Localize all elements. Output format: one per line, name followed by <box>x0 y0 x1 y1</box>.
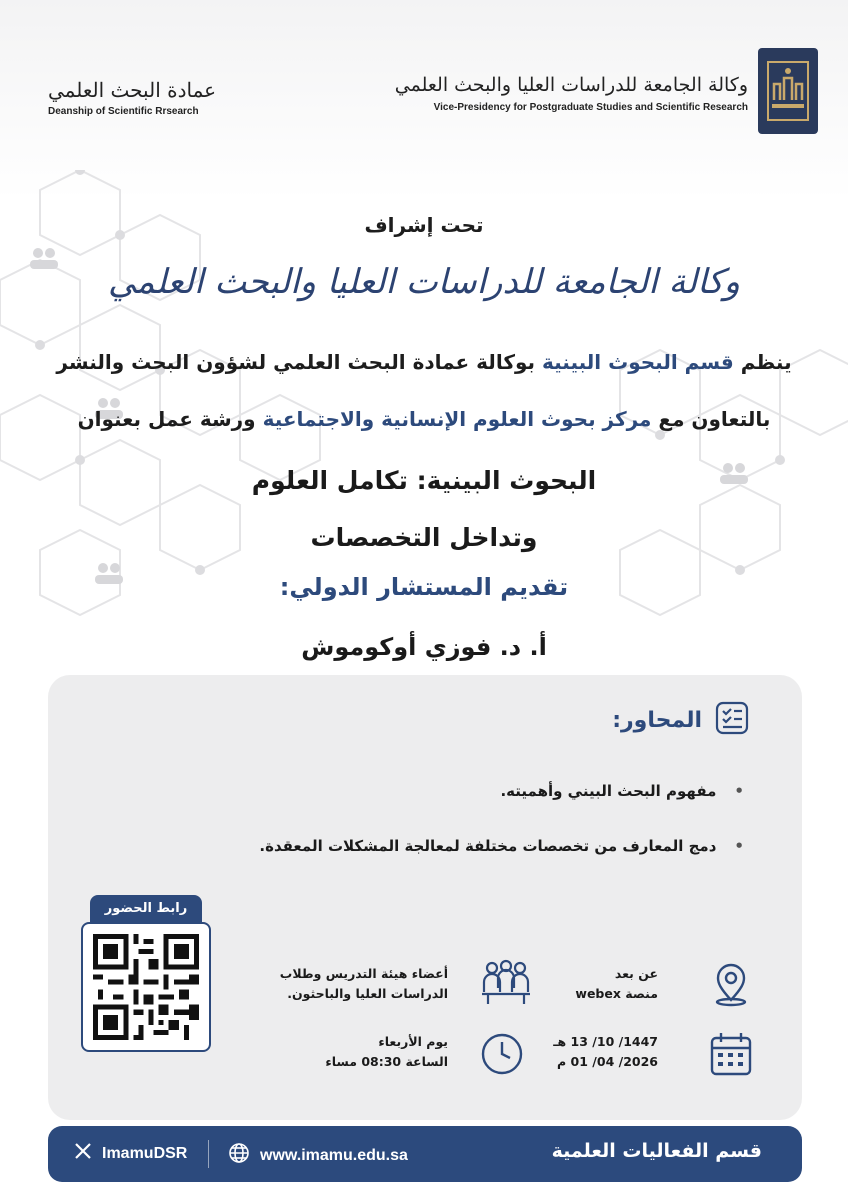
audience-info <box>280 964 448 1004</box>
axes-header <box>612 700 750 740</box>
footer-bar <box>48 1126 802 1182</box>
collaboration-prefix: بالتعاون مع <box>651 407 771 431</box>
deanship-logo <box>48 78 216 117</box>
vice-presidency-logo <box>395 48 818 134</box>
collaboration-line <box>0 407 848 431</box>
attendance-link-label[interactable]: رابط الحضور <box>90 895 202 922</box>
presenter-name: أ. د. فوزي أوكوموش <box>301 633 547 661</box>
organizer-highlight: قسم البحوث البينية <box>541 350 734 374</box>
axes-title: المحاور: <box>612 707 702 733</box>
mode-text: عن بعد <box>614 966 658 981</box>
footer-divider <box>208 1140 209 1168</box>
axes-item-text: مفهوم البحث البيني وأهميته. <box>500 782 717 800</box>
x-link[interactable] <box>74 1142 187 1165</box>
time-text: الساعة 08:30 مساء <box>325 1054 448 1069</box>
axes-item-text: دمج المعارف من تخصصات مختلفة لمعالجة المشكلات المعقدة. <box>259 837 717 855</box>
vice-presidency-arabic: وكالة الجامعة للدراسات العليا والبحث العلمي <box>394 74 748 96</box>
audience-line1: أعضاء هيئة التدريس وطلاب <box>279 966 448 981</box>
bullet-dot-icon: • <box>734 782 744 800</box>
workshop-title-line2: وتداخل التخصصات <box>310 523 538 552</box>
platform-text: منصة webex <box>575 986 658 1001</box>
deanship-arabic: عمادة البحث العلمي <box>48 78 217 102</box>
attendance-qr-block[interactable] <box>80 895 212 1052</box>
organizer-prefix: ينظم <box>733 350 792 374</box>
date-gregorian: 2026/ 04/ 01 م <box>557 1054 658 1069</box>
time-info <box>325 1032 448 1072</box>
audience-line2: الدراسات العليا والباحثون. <box>287 986 448 1001</box>
remote-info <box>575 964 658 1004</box>
location-pin-icon <box>706 958 756 1012</box>
collaboration-highlight: مركز بحوث العلوم الإنسانية والاجتماعية <box>262 407 652 431</box>
day-text: يوم الأربعاء <box>378 1034 448 1049</box>
audience-icon <box>480 958 532 1012</box>
under-supervision-label: تحت إشراف <box>364 213 484 237</box>
university-emblem-icon <box>758 48 818 134</box>
qr-code-icon[interactable] <box>81 922 211 1052</box>
date-info <box>553 1032 658 1072</box>
website-link[interactable] <box>228 1142 408 1169</box>
clock-icon <box>478 1030 526 1082</box>
vice-presidency-english: Vice-Presidency for Postgraduate Studies and Scientific Research <box>433 102 748 113</box>
website-url[interactable]: www.imamu.edu.sa <box>260 1146 408 1164</box>
department-name: قسم الفعاليات العلمية <box>551 1140 762 1162</box>
organizer-suffix: بوكالة عمادة البحث العلمي لشؤون البحث والنشر <box>56 350 542 374</box>
workshop-title-line1: البحوث البينية: تكامل العلوم <box>251 466 597 495</box>
organizer-line <box>0 350 848 374</box>
bullet-dot-icon: • <box>734 837 744 855</box>
axes-item <box>500 782 744 800</box>
collaboration-suffix: ورشة عمل بعنوان <box>77 407 263 431</box>
deanship-english: Deanship of Scientific Rrsearch <box>48 106 199 117</box>
calendar-icon <box>706 1030 756 1082</box>
date-hijri: 1447/ 10/ 13 هـ <box>553 1034 658 1049</box>
x-logo-icon <box>74 1142 92 1165</box>
globe-icon <box>228 1142 250 1169</box>
x-handle[interactable]: ImamuDSR <box>102 1144 188 1162</box>
agency-calligraphy: وكالة الجامعة للدراسات العليا والبحث العلمي <box>107 262 741 302</box>
axes-item <box>259 837 744 855</box>
checklist-icon <box>714 700 750 740</box>
presented-by-label: تقديم المستشار الدولي: <box>279 573 569 601</box>
